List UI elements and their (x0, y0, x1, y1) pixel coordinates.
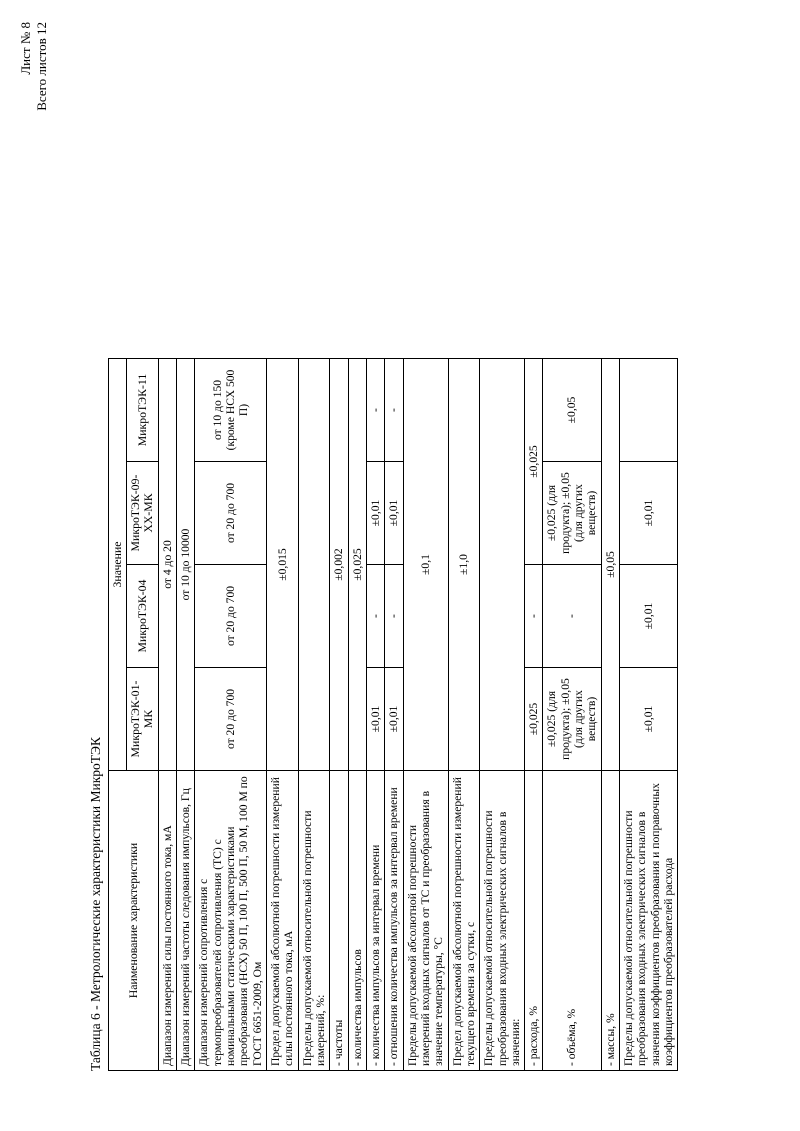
row-value-cell (480, 359, 525, 771)
table-row (448, 359, 480, 1071)
row-characteristic-name: - количества импульсов за интервал времени (366, 771, 384, 1071)
table-row (480, 359, 525, 1071)
row-value-cell: ±0,05 (601, 359, 619, 771)
row-value-cell: - (366, 359, 384, 462)
header-col-microtek-11: МикроТЭК-11 (127, 359, 158, 462)
row-characteristic-name: - расхода, % (525, 771, 543, 1071)
table-row (195, 359, 267, 1071)
table-row (298, 359, 330, 1071)
row-value-cell: - (385, 565, 403, 668)
row-value-cell (298, 359, 330, 771)
table-row (403, 359, 448, 1071)
table-row (601, 359, 619, 1071)
row-characteristic-name: Предел допускаемой абсолютной погрешности измерений текущего времени за сутки, с (448, 771, 480, 1071)
row-value-cell: ±0,025 (для продукта); ±0,05 (для других веществ) (543, 462, 601, 565)
row-characteristic-name: Пределы допускаемой относительной погрешности преобразования входных электрических сигналов в значения: (480, 771, 525, 1071)
table-row (330, 359, 348, 1071)
row-characteristic-name: - массы, % (601, 771, 619, 1071)
header-col-microtek-09-xx-mk: МикроТЭК-09-ХХ-МК (127, 462, 158, 565)
page-header-note (18, 22, 51, 111)
row-value-cell: - (385, 359, 403, 462)
row-value-cell: от 4 до 20 (158, 359, 176, 771)
header-name-column: Наименование характеристики (109, 771, 159, 1071)
row-characteristic-name: Диапазон измерений силы постоянного тока, мА (158, 771, 176, 1071)
row-value-cell: - (525, 565, 543, 668)
row-value-cell: ±0,025 (525, 668, 543, 771)
row-characteristic-name: Пределы допускаемой относительной погрешности преобразования входных электрических сигналов в значения коэффициентов преобразования и поправочных коэффициентов преобразователей расхода (620, 771, 678, 1071)
row-value-cell: от 10 до 150 (кроме НСХ 500 П) (195, 359, 267, 462)
table-row (620, 359, 678, 1071)
row-value-cell: ±0,025 (для продукта); ±0,05 (для других веществ) (543, 668, 601, 771)
table-head (109, 359, 159, 1071)
row-characteristic-name: Предел допускаемой абсолютной погрешности измерений силы постоянного тока, мА (266, 771, 298, 1071)
sheet-number: Лист № 8 (18, 22, 33, 75)
row-value-cell (620, 359, 678, 462)
row-value-cell: от 20 до 700 (195, 668, 267, 771)
row-value-cell: ±0,05 (543, 359, 601, 462)
row-characteristic-name: - отношения количества импульсов за интервал времени (385, 771, 403, 1071)
sheet-total: Всего листов 12 (34, 22, 50, 111)
row-characteristic-name: - частоты (330, 771, 348, 1071)
row-value-cell: ±0,015 (266, 359, 298, 771)
row-value-cell: ±0,002 (330, 359, 348, 771)
row-value-cell: ±0,01 (385, 462, 403, 565)
row-value-cell: ±1,0 (448, 359, 480, 771)
table-row (348, 359, 366, 1071)
row-value-cell: от 20 до 700 (195, 565, 267, 668)
row-value-cell: - (543, 565, 601, 668)
header-col-microtek-01-mk: МикроТЭК-01-МК (127, 668, 158, 771)
row-value-cell: ±0,01 (620, 565, 678, 668)
table-row (266, 359, 298, 1071)
table-row (366, 359, 384, 1071)
table-body (158, 359, 678, 1071)
row-value-cell: ±0,01 (620, 462, 678, 565)
row-characteristic-name: - количества импульсов (348, 771, 366, 1071)
row-value-cell: ±0,01 (366, 668, 384, 771)
table-row (385, 359, 403, 1071)
table-row (176, 359, 194, 1071)
row-characteristic-name: Пределы допускаемой относительной погрешности измерений, %: (298, 771, 330, 1071)
row-characteristic-name: - объёма, % (543, 771, 601, 1071)
row-characteristic-name: Диапазон измерений сопротивления с термопреобразователей сопротивления (ТС) с номинальными статическими характеристиками преобразования (НСХ) 50 П, 100 П, 500 П, 50 М, 100 М по ГОСТ 6651-2009, Ом (195, 771, 267, 1071)
row-value-cell: ±0,01 (366, 462, 384, 565)
row-characteristic-name: Диапазон измерений частоты следования импульсов, Гц (176, 771, 194, 1071)
table-row (543, 359, 601, 1071)
row-value-cell: от 20 до 700 (195, 462, 267, 565)
row-value-cell: от 10 до 10000 (176, 359, 194, 771)
table-row (525, 359, 543, 1071)
row-value-cell: ±0,025 (348, 359, 366, 771)
table-row (158, 359, 176, 1071)
table-header-row-1 (109, 359, 127, 1071)
header-value-group: Значение (109, 359, 127, 771)
table-caption: Таблица 6 - Метрологические характеристики МикроТЭК (88, 737, 103, 1071)
metrology-table (108, 358, 678, 1071)
row-value-cell: - (366, 565, 384, 668)
row-characteristic-name: Пределы допускаемой абсолютной погрешности измерений входных сигналов от ТС и преобразования в значение температуры, °С (403, 771, 448, 1071)
row-value-cell: ±0,01 (620, 668, 678, 771)
header-col-microtek-04: МикроТЭК-04 (127, 565, 158, 668)
row-value-cell: ±0,1 (403, 359, 448, 771)
row-value-cell: ±0,01 (385, 668, 403, 771)
row-value-cell: ±0,025 (525, 359, 543, 565)
